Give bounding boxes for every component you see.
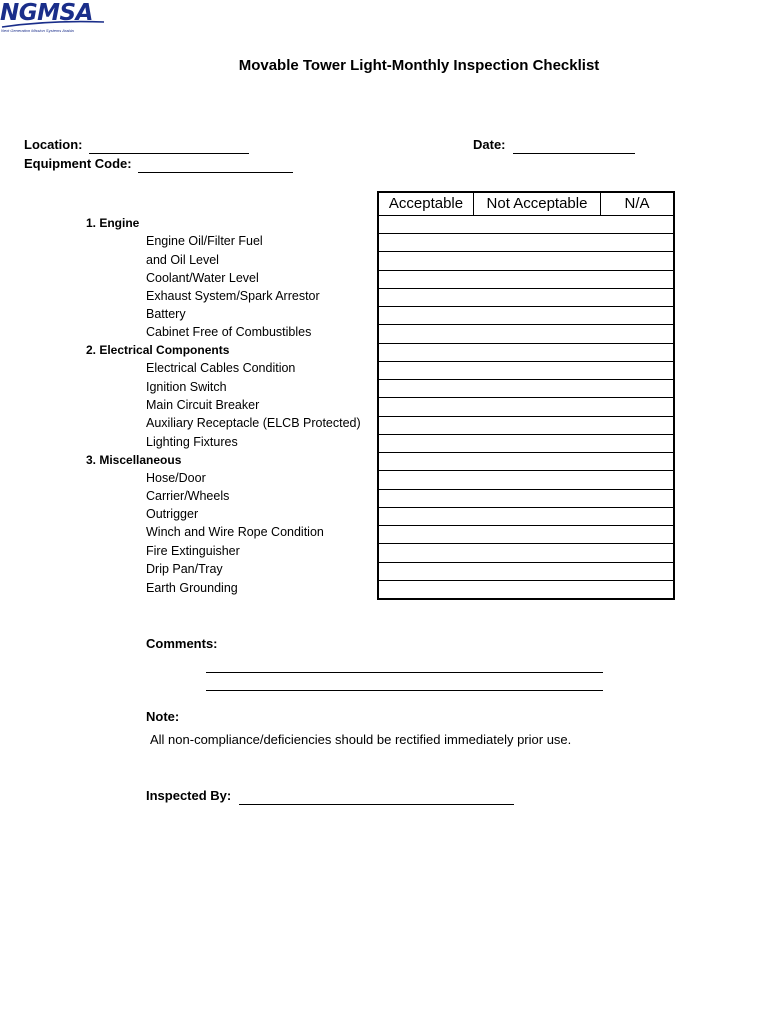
table-row-divider — [379, 343, 673, 344]
list-item: Outrigger — [146, 507, 199, 521]
list-item: Electrical Cables Condition — [146, 361, 296, 375]
table-row-divider — [379, 251, 673, 252]
table-row-divider — [379, 580, 673, 581]
note-label: Note: — [146, 709, 180, 724]
section-electrical: 2. Electrical Components — [86, 343, 230, 357]
list-item: Drip Pan/Tray — [146, 562, 223, 576]
list-item: Exhaust System/Spark Arrestor — [146, 289, 320, 303]
list-item: and Oil Level — [146, 253, 219, 267]
list-item: Auxiliary Receptacle (ELCB Protected) — [146, 416, 361, 430]
list-item: Cabinet Free of Combustibles — [146, 325, 312, 339]
table-row-divider — [379, 288, 673, 289]
date-label: Date: — [473, 137, 506, 152]
logo-tagline: Next Generation Mission Systems Arabia — [1, 28, 74, 33]
list-item: Winch and Wire Rope Condition — [146, 525, 324, 539]
table-row-divider — [379, 489, 673, 490]
list-item: Engine Oil/Filter Fuel — [146, 234, 263, 248]
col-not-acceptable: Not Acceptable — [486, 195, 588, 212]
list-item: Main Circuit Breaker — [146, 398, 260, 412]
table-row-divider — [379, 361, 673, 362]
col-na: N/A — [624, 195, 650, 212]
equipment-code-line[interactable] — [138, 159, 293, 173]
table-row-divider — [379, 543, 673, 544]
table-row-divider — [379, 324, 673, 325]
inspected-by-label: Inspected By: — [146, 788, 232, 803]
table-row-divider — [379, 525, 673, 526]
table-row-divider — [379, 470, 673, 471]
comment-line[interactable] — [206, 690, 603, 691]
list-item: Earth Grounding — [146, 581, 238, 595]
table-row-divider — [379, 562, 673, 563]
table-row-divider — [379, 233, 673, 234]
date-line[interactable] — [513, 140, 635, 154]
table-row-divider — [379, 434, 673, 435]
date-field[interactable] — [473, 136, 635, 154]
table-row-divider — [379, 306, 673, 307]
comments-label: Comments: — [146, 636, 218, 651]
checklist-table — [377, 191, 675, 600]
section-miscellaneous: 3. Miscellaneous — [86, 453, 182, 467]
logo-swoosh-icon — [0, 20, 106, 28]
company-logo — [0, 0, 110, 40]
col-acceptable: Acceptable — [388, 195, 464, 212]
page-title: Movable Tower Light-Monthly Inspection Checklist — [238, 57, 600, 74]
list-item: Ignition Switch — [146, 380, 227, 394]
equipment-code-field[interactable] — [24, 155, 293, 173]
list-item: Hose/Door — [146, 471, 206, 485]
list-item: Coolant/Water Level — [146, 271, 259, 285]
inspected-by-line[interactable] — [239, 791, 514, 805]
location-label: Location: — [24, 137, 83, 152]
list-item: Carrier/Wheels — [146, 489, 230, 503]
table-row-divider — [379, 215, 673, 216]
location-line[interactable] — [89, 140, 249, 154]
logo-brand: NGMSA — [0, 0, 93, 26]
table-row-divider — [379, 507, 673, 508]
list-item: Battery — [146, 307, 186, 321]
location-field[interactable] — [24, 136, 249, 154]
table-row-divider — [379, 397, 673, 398]
table-row-divider — [379, 452, 673, 453]
note-text: All non-compliance/deficiencies should be rectified immediately prior use. — [150, 732, 572, 747]
section-engine: 1. Engine — [86, 216, 140, 230]
list-item: Lighting Fixtures — [146, 435, 238, 449]
comment-line[interactable] — [206, 672, 603, 673]
inspected-by-field[interactable] — [146, 787, 514, 805]
table-row-divider — [379, 270, 673, 271]
table-row-divider — [379, 416, 673, 417]
list-item: Fire Extinguisher — [146, 544, 240, 558]
equipment-code-label: Equipment Code: — [24, 156, 132, 171]
table-row-divider — [379, 379, 673, 380]
